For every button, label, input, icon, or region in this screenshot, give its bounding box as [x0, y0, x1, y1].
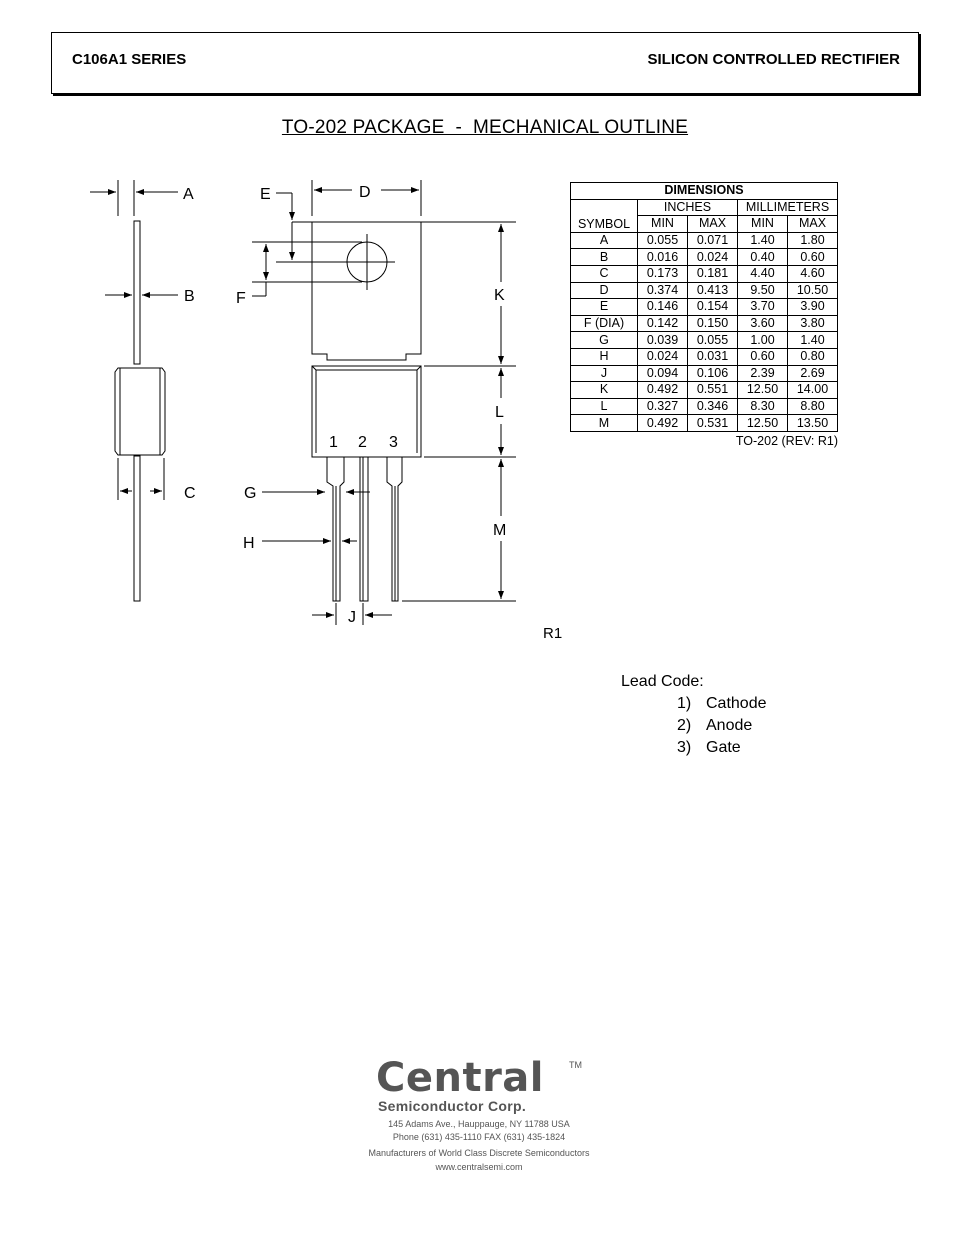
table-cell-mm-min: 9.50	[738, 282, 788, 299]
table-cell-in-min: 0.055	[638, 232, 688, 249]
table-cell-mm-min: 8.30	[738, 398, 788, 415]
table-cell-mm-max: 3.90	[788, 299, 838, 316]
table-row	[571, 282, 838, 299]
side-view	[90, 180, 178, 601]
lead-item-name: Gate	[706, 739, 741, 756]
table-cell-in-max: 0.071	[688, 232, 738, 249]
table-row	[571, 232, 838, 249]
table-cell-in-max: 0.024	[688, 249, 738, 266]
table-cell-in-min: 0.142	[638, 315, 688, 332]
table-cell-mm-min: 3.60	[738, 315, 788, 332]
table-cell-mm-min: 1.00	[738, 332, 788, 349]
dim-label-d: D	[359, 184, 371, 201]
table-row	[571, 332, 838, 349]
page-title: TO-202 PACKAGE - MECHANICAL OUTLINE	[281, 117, 689, 138]
dim-label-l: L	[495, 404, 504, 421]
lead-item-name: Cathode	[706, 695, 767, 712]
table-cell-mm-max: 0.60	[788, 249, 838, 266]
table-cell-symbol: M	[571, 415, 638, 432]
table-row	[571, 382, 838, 399]
table-cell-mm-min: 0.60	[738, 348, 788, 365]
table-cell-in-max: 0.055	[688, 332, 738, 349]
front-view	[252, 180, 516, 625]
dim-label-j: J	[348, 609, 356, 626]
dim-label-b: B	[184, 288, 195, 305]
table-cell-in-max: 0.346	[688, 398, 738, 415]
table-cell-mm-min: 3.70	[738, 299, 788, 316]
table-cell-in-max: 0.154	[688, 299, 738, 316]
page-header	[51, 32, 919, 94]
table-cell-symbol: B	[571, 249, 638, 266]
lead-item-number: 1)	[677, 695, 692, 712]
lead-item	[677, 739, 741, 757]
lead-item	[677, 695, 767, 713]
table-cell-in-max: 0.181	[688, 265, 738, 282]
lead-item-name: Anode	[706, 717, 753, 734]
table-row	[571, 415, 838, 432]
pin-number-2: 2	[358, 434, 367, 451]
company-website: www.centralsemi.com	[435, 1162, 523, 1172]
table-cell-symbol: K	[571, 382, 638, 399]
part-series: C106A1 SERIES	[72, 51, 187, 68]
table-cell-in-max: 0.031	[688, 348, 738, 365]
table-cell-in-min: 0.016	[638, 249, 688, 266]
table-cell-mm-max: 13.50	[788, 415, 838, 432]
dim-label-k: K	[494, 287, 505, 304]
dim-label-a: A	[183, 186, 194, 203]
table-cell-symbol: D	[571, 282, 638, 299]
pin-number-3: 3	[389, 434, 398, 451]
logo-wordmark: Central	[376, 1055, 545, 1101]
table-title: DIMENSIONS	[571, 183, 838, 200]
table-cell-in-min: 0.024	[638, 348, 688, 365]
table-row	[571, 299, 838, 316]
column-mm-max: MAX	[788, 216, 838, 233]
table-cell-mm-min: 12.50	[738, 415, 788, 432]
table-cell-mm-max: 10.50	[788, 282, 838, 299]
table-cell-in-max: 0.413	[688, 282, 738, 299]
table-cell-in-min: 0.094	[638, 365, 688, 382]
dim-label-g: G	[244, 485, 257, 502]
lead-item	[677, 717, 752, 735]
dim-label-c: C	[184, 485, 196, 502]
column-inches-max: MAX	[688, 216, 738, 233]
column-inches-min: MIN	[638, 216, 688, 233]
table-cell-mm-max: 1.40	[788, 332, 838, 349]
dim-label-h: H	[243, 535, 255, 552]
logo-subtitle: Semiconductor Corp.	[378, 1098, 527, 1114]
table-cell-symbol: A	[571, 232, 638, 249]
table-cell-symbol: H	[571, 348, 638, 365]
table-row	[571, 365, 838, 382]
dimensions-table	[570, 182, 838, 432]
pin-number-1: 1	[329, 434, 338, 451]
table-revision: TO-202 (REV: R1)	[735, 434, 838, 448]
table-cell-in-max: 0.150	[688, 315, 738, 332]
company-tagline: Manufacturers of World Class Discrete Semiconductors	[368, 1148, 590, 1158]
table-row	[571, 348, 838, 365]
revision-mark: R1	[543, 625, 563, 642]
company-address: 145 Adams Ave., Hauppauge, NY 11788 USA	[388, 1119, 570, 1129]
table-cell-mm-min: 2.39	[738, 365, 788, 382]
table-cell-symbol: G	[571, 332, 638, 349]
lead-item-number: 3)	[677, 739, 692, 756]
lead-code-title: Lead Code:	[621, 673, 704, 690]
table-cell-in-min: 0.039	[638, 332, 688, 349]
table-cell-in-min: 0.173	[638, 265, 688, 282]
table-cell-in-min: 0.374	[638, 282, 688, 299]
table-cell-mm-max: 3.80	[788, 315, 838, 332]
table-cell-in-min: 0.492	[638, 382, 688, 399]
company-phone: Phone (631) 435-1110 FAX (631) 435-1824	[392, 1132, 566, 1142]
table-cell-in-max: 0.106	[688, 365, 738, 382]
mechanical-outline-drawing	[0, 170, 540, 640]
table-row	[571, 398, 838, 415]
table-cell-mm-max: 8.80	[788, 398, 838, 415]
group-inches: INCHES	[638, 199, 738, 216]
group-millimeters: MILLIMETERS	[738, 199, 838, 216]
table-row	[571, 265, 838, 282]
table-cell-in-max: 0.551	[688, 382, 738, 399]
table-cell-mm-max: 2.69	[788, 365, 838, 382]
table-cell-in-min: 0.146	[638, 299, 688, 316]
table-cell-symbol: F (DIA)	[571, 315, 638, 332]
table-cell-mm-min: 1.40	[738, 232, 788, 249]
table-cell-in-max: 0.531	[688, 415, 738, 432]
table-cell-symbol: J	[571, 365, 638, 382]
table-row	[571, 249, 838, 266]
logo-trademark: TM	[569, 1060, 582, 1070]
table-cell-symbol: C	[571, 265, 638, 282]
column-symbol: SYMBOL	[571, 199, 638, 232]
table-cell-mm-max: 14.00	[788, 382, 838, 399]
dim-label-e: E	[260, 186, 271, 203]
table-cell-symbol: E	[571, 299, 638, 316]
device-type: SILICON CONTROLLED RECTIFIER	[647, 51, 900, 68]
dim-label-m: M	[493, 522, 507, 539]
table-cell-mm-max: 1.80	[788, 232, 838, 249]
dim-label-f: F	[236, 290, 246, 307]
table-cell-mm-max: 4.60	[788, 265, 838, 282]
column-mm-min: MIN	[738, 216, 788, 233]
table-row	[571, 315, 838, 332]
table-cell-in-min: 0.492	[638, 415, 688, 432]
table-cell-mm-min: 0.40	[738, 249, 788, 266]
table-cell-mm-min: 4.40	[738, 265, 788, 282]
lead-item-number: 2)	[677, 717, 692, 734]
table-cell-mm-min: 12.50	[738, 382, 788, 399]
table-cell-symbol: L	[571, 398, 638, 415]
table-cell-mm-max: 0.80	[788, 348, 838, 365]
table-cell-in-min: 0.327	[638, 398, 688, 415]
